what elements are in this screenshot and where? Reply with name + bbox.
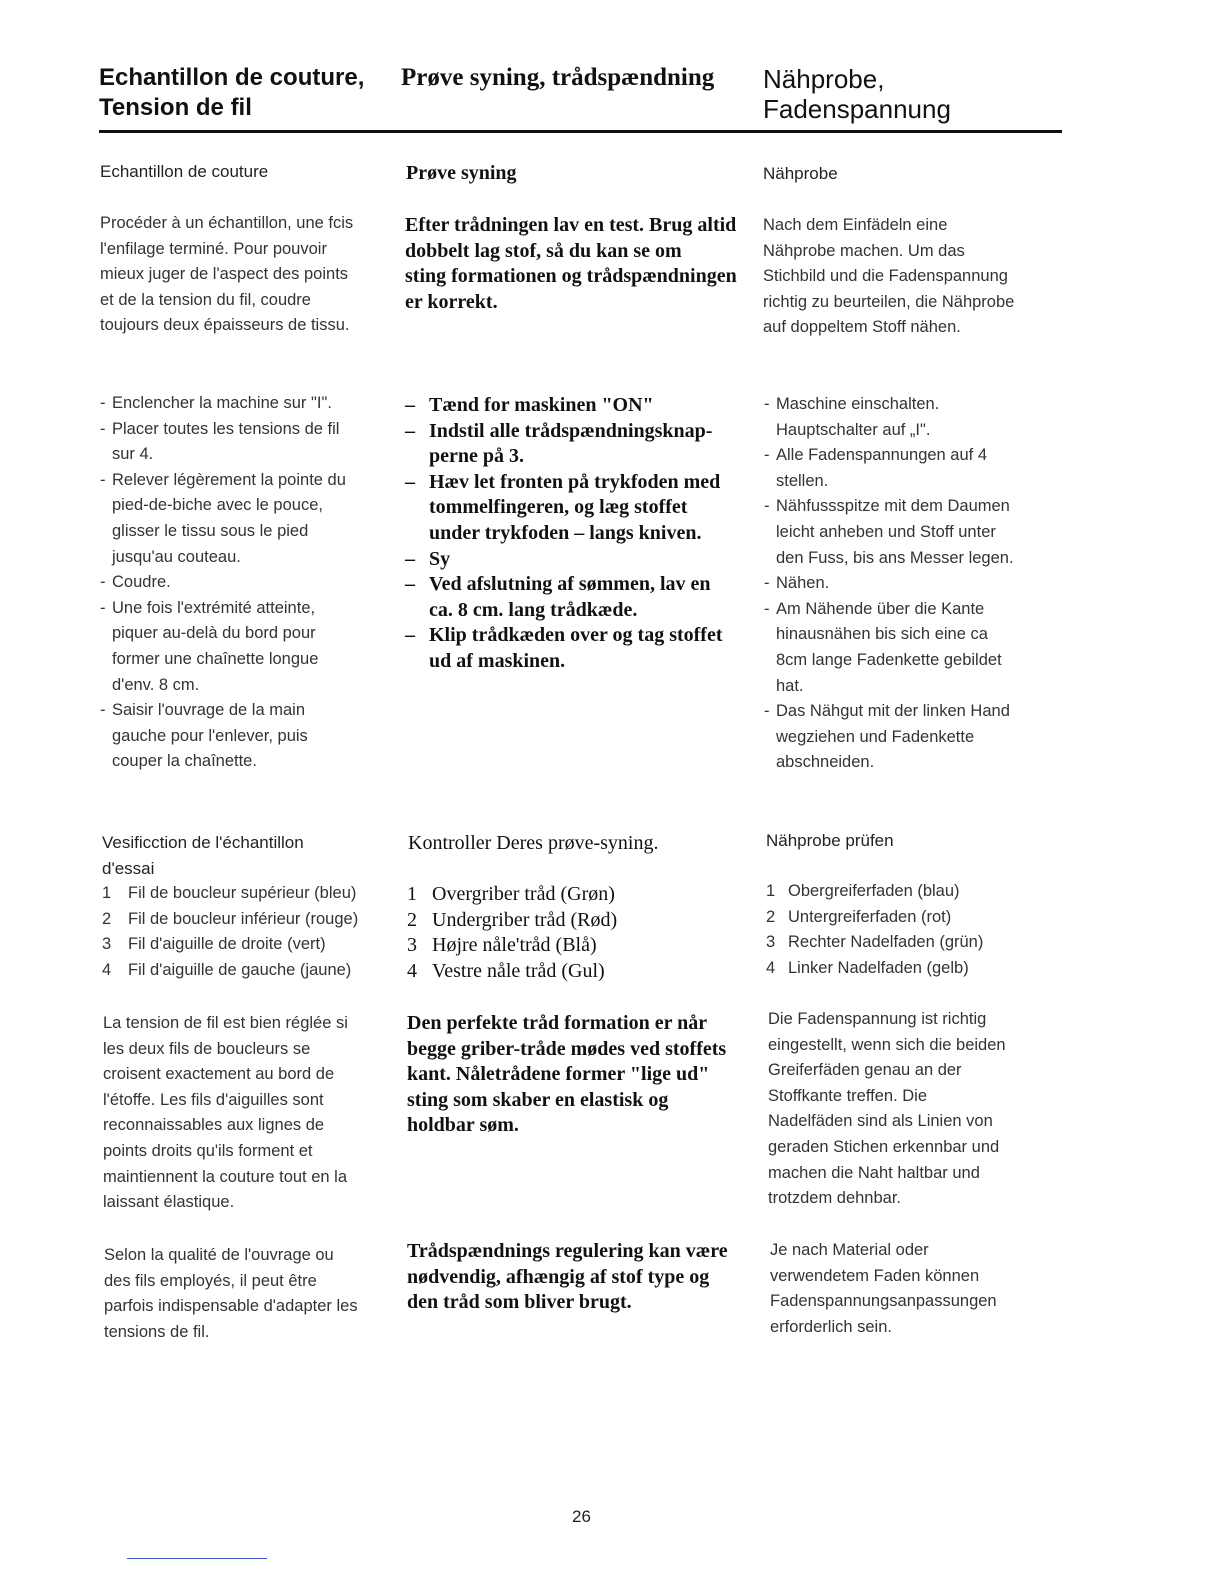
- list-item: [764, 571, 1064, 597]
- list-item: [764, 699, 1064, 776]
- text-line: Den perfekte tråd formation er når: [407, 1012, 708, 1034]
- list-item: [764, 443, 1064, 494]
- heading-fr-check: [102, 830, 402, 881]
- list-item: [407, 959, 757, 985]
- list-item: [405, 470, 755, 547]
- adjust-da: [407, 1239, 757, 1316]
- list-item: [100, 698, 400, 775]
- adjust-de: [770, 1238, 1070, 1340]
- item-text: Vestre nåle tråd (Gul): [432, 959, 605, 982]
- text-line: hat.: [776, 676, 804, 695]
- text-line: ca. 8 cm. lang trådkæde.: [429, 598, 638, 621]
- text-line: verwendetem Faden können: [770, 1266, 980, 1285]
- title-german-line: Nähprobe,: [763, 64, 885, 94]
- text-line: ud af maskinen.: [429, 649, 566, 672]
- thread-list-da: [407, 882, 757, 984]
- text-line: La tension de fil est bien réglée si: [103, 1014, 348, 1032]
- text-line: Efter trådningen lav en test. Brug altid: [405, 214, 737, 236]
- text-line: – Hæv let fronten på trykfoden med: [429, 470, 721, 493]
- text-line: kant. Nåletrådene former "lige ud": [407, 1063, 710, 1086]
- item-number: 3: [766, 933, 776, 952]
- item-number: 1: [407, 883, 417, 905]
- text-line: glisser le tissu sous le pied: [112, 521, 309, 540]
- heading-da-sample: Prøve syning: [406, 162, 517, 184]
- list-item: [764, 597, 1064, 699]
- text-line: mieux juger de l'aspect des points: [100, 265, 349, 284]
- text-line: Hauptschalter auf „I".: [776, 420, 931, 439]
- tension-fr: [103, 1011, 403, 1216]
- item-number: 1: [102, 884, 112, 902]
- list-item: [100, 468, 400, 570]
- text-line: piquer au-delà du bord pour: [112, 624, 316, 643]
- text-line: 8cm lange Fadenkette gebildet: [776, 650, 1002, 669]
- item-text: Fil d'aiguille de gauche (jaune): [128, 960, 352, 979]
- text-line: – Klip trådkæden over og tag stoffet: [429, 624, 723, 647]
- text-line: sur 4.: [112, 445, 154, 464]
- thread-list-de: [766, 879, 1066, 981]
- text-line: Trådspændnings regulering kan være: [407, 1240, 728, 1262]
- text-line: d'essai: [102, 858, 155, 878]
- intro-fr: [100, 211, 400, 339]
- heading-da-check: Kontroller Deres prøve-syning.: [408, 832, 659, 854]
- tension-de: [768, 1007, 1068, 1212]
- list-item: [405, 393, 755, 419]
- list-item: [764, 392, 1064, 443]
- text-line: l'enfilage terminé. Pour pouvoir: [100, 239, 327, 258]
- list-item: [766, 879, 1066, 905]
- adjust-fr: [104, 1243, 404, 1345]
- text-line: abschneiden.: [776, 753, 875, 772]
- item-text: Untergreiferfaden (rot): [788, 907, 952, 926]
- text-line: eingestellt, wenn sich die beiden: [768, 1035, 1006, 1054]
- text-line: erforderlich sein.: [770, 1317, 892, 1336]
- item-text: Obergreiferfaden (blau): [788, 882, 960, 900]
- page-number: 26: [572, 1507, 591, 1526]
- item-text: Rechter Nadelfaden (grün): [788, 933, 984, 952]
- title-german: [763, 64, 951, 124]
- list-item: [405, 572, 755, 623]
- text-line: jusqu'au couteau.: [112, 547, 241, 566]
- item-text: Fil de boucleur supérieur (bleu): [128, 884, 357, 902]
- text-line: croisent exactement au bord de: [103, 1065, 335, 1084]
- text-line: begge griber-tråde mødes ved stoffets: [407, 1037, 727, 1060]
- text-line: geraden Stichen erkennbar und: [768, 1137, 1000, 1156]
- text-line: Nach dem Einfädeln eine: [763, 216, 948, 234]
- heading-de-check: Nähprobe prüfen: [766, 831, 894, 850]
- list-item: [407, 882, 757, 908]
- text-line: – Sy: [429, 547, 451, 570]
- text-line: den tråd som bliver brugt.: [407, 1291, 632, 1314]
- list-item: [766, 930, 1066, 956]
- text-line: Procéder à un échantillon, une fcis: [100, 214, 354, 232]
- text-line: laissant élastique.: [103, 1193, 235, 1212]
- intro-de: [763, 213, 1063, 341]
- list-item: [100, 596, 400, 698]
- text-line: tensions de fil.: [104, 1322, 210, 1341]
- title-french-line: Echantillon de couture,: [99, 64, 365, 91]
- text-line: - Saisir l'ouvrage de la main: [112, 701, 305, 720]
- steps-da: [405, 393, 755, 675]
- text-line: dobbelt lag stof, så du kan se om: [405, 239, 682, 262]
- list-item: [405, 419, 755, 470]
- text-line: nødvendig, afhængig af stof type og: [407, 1265, 710, 1288]
- text-line: couper la chaînette.: [112, 752, 257, 771]
- text-line: - Maschine einschalten.: [776, 395, 940, 413]
- text-line: sting formationen og trådspændningen: [405, 265, 737, 288]
- item-number: 2: [407, 908, 417, 931]
- text-line: - Placer toutes les tensions de fil: [112, 419, 340, 438]
- steps-de: [764, 392, 1064, 776]
- text-line: Vesificction de l'échantillon: [102, 833, 304, 852]
- list-item: [405, 547, 755, 573]
- text-line: wegziehen und Fadenkette: [776, 727, 975, 746]
- text-line: holdbar søm.: [407, 1114, 519, 1137]
- list-item: [102, 907, 402, 933]
- heading-de-sample: Nähprobe: [763, 164, 838, 183]
- text-line: Nadelfäden sind als Linien von: [768, 1112, 993, 1131]
- item-text: Fil de boucleur inférieur (rouge): [128, 909, 359, 928]
- text-line: - Nähen.: [776, 574, 830, 593]
- text-line: den Fuss, bis ans Messer legen.: [776, 548, 1014, 567]
- footer-line: [127, 1558, 267, 1559]
- text-line: – Indstil alle trådspændningsknap-: [429, 419, 713, 442]
- text-line: Fadenspannungsanpassungen: [770, 1292, 997, 1311]
- text-line: Je nach Material oder: [770, 1241, 929, 1259]
- list-item: [102, 958, 402, 984]
- title-german-line: Fadenspannung: [763, 94, 951, 124]
- text-line: – Ved afslutning af sømmen, lav en: [429, 573, 711, 596]
- steps-fr: [100, 391, 400, 775]
- text-line: Stichbild und die Fadenspannung: [763, 267, 1008, 286]
- text-line: Greiferfäden genau an der: [768, 1061, 962, 1080]
- text-line: Stoffkante treffen. Die: [768, 1086, 927, 1105]
- list-item: [100, 391, 400, 417]
- list-item: [407, 933, 757, 959]
- text-line: - Coudre.: [112, 573, 171, 592]
- list-item: [764, 494, 1064, 571]
- heading-fr-sample: Echantillon de couture: [100, 162, 269, 181]
- text-line: et de la tension du fil, coudre: [100, 290, 311, 309]
- item-number: 3: [407, 934, 417, 957]
- list-item: [766, 956, 1066, 982]
- item-text: Fil d'aiguille de droite (vert): [128, 935, 326, 954]
- tension-da: [407, 1011, 757, 1139]
- text-line: Selon la qualité de l'ouvrage ou: [104, 1246, 334, 1264]
- text-line: Die Fadenspannung ist richtig: [768, 1010, 987, 1028]
- title-danish: Prøve syning, trådspændning: [401, 64, 715, 91]
- list-item: [766, 905, 1066, 931]
- text-line: richtig zu beurteilen, die Nähprobe: [763, 292, 1015, 311]
- text-line: toujours deux épaisseurs de tissu.: [100, 316, 350, 335]
- item-number: 2: [766, 907, 776, 926]
- text-line: - Une fois l'extrémité atteinte,: [112, 598, 316, 617]
- text-line: gauche pour l'enlever, puis: [112, 726, 308, 745]
- text-line: les deux fils de boucleurs se: [103, 1039, 311, 1058]
- text-line: des fils employés, il peut être: [104, 1271, 317, 1290]
- title-french: [99, 63, 364, 123]
- text-line: auf doppeltem Stoff nähen.: [763, 318, 961, 337]
- item-number: 4: [766, 958, 776, 977]
- text-line: - Enclencher la machine sur "I".: [112, 394, 332, 412]
- text-line: under trykfoden – langs kniven.: [429, 521, 702, 544]
- text-line: pied-de-biche avec le pouce,: [112, 496, 323, 515]
- item-number: 4: [407, 959, 417, 982]
- text-line: parfois indispensable d'adapter les: [104, 1297, 358, 1316]
- thread-list-fr: [102, 881, 402, 983]
- text-line: hinausnähen bis sich eine ca: [776, 625, 988, 644]
- text-line: stellen.: [776, 471, 829, 490]
- text-line: machen die Naht haltbar und: [768, 1163, 980, 1182]
- text-line: - Relever légèrement la pointe du: [112, 470, 346, 489]
- text-line: points droits qu'ils forment et: [103, 1141, 313, 1160]
- text-line: sting som skaber en elastisk og: [407, 1088, 669, 1111]
- item-number: 1: [766, 882, 776, 900]
- text-line: d'env. 8 cm.: [112, 675, 200, 694]
- item-text: Højre nåle'tråd (Blå): [432, 934, 597, 957]
- text-line: er korrekt.: [405, 290, 498, 313]
- text-line: tommelfingeren, og læg stoffet: [429, 496, 688, 519]
- text-line: trotzdem dehnbar.: [768, 1189, 901, 1208]
- text-line: - Das Nähgut mit der linken Hand: [776, 702, 1010, 721]
- list-item: [102, 932, 402, 958]
- text-line: - Alle Fadenspannungen auf 4: [776, 446, 988, 465]
- text-line: leicht anheben und Stoff unter: [776, 522, 996, 541]
- list-item: [102, 881, 402, 907]
- text-line: perne på 3.: [429, 445, 524, 468]
- list-item: [100, 570, 400, 596]
- text-line: maintiennent la couture tout en la: [103, 1167, 347, 1186]
- list-item: [100, 417, 400, 468]
- text-line: former une chaînette longue: [112, 649, 319, 668]
- list-item: [407, 908, 757, 934]
- text-line: Nähprobe machen. Um das: [763, 241, 965, 260]
- intro-da: [405, 213, 755, 315]
- item-number: 3: [102, 935, 112, 954]
- text-line: - Nähfussspitze mit dem Daumen: [776, 497, 1010, 516]
- text-line: – Tænd for maskinen "ON": [429, 394, 654, 416]
- item-text: Undergriber tråd (Rød): [432, 908, 618, 931]
- list-item: [405, 623, 755, 674]
- item-text: Overgriber tråd (Grøn): [432, 883, 615, 905]
- item-number: 2: [102, 909, 112, 928]
- title-french-line: Tension de fil: [99, 94, 252, 121]
- text-line: reconnaissables aux lignes de: [103, 1116, 325, 1135]
- item-number: 4: [102, 960, 112, 979]
- header-rule: [99, 130, 1062, 133]
- item-text: Linker Nadelfaden (gelb): [788, 958, 969, 977]
- text-line: l'étoffe. Les fils d'aiguilles sont: [103, 1090, 324, 1109]
- text-line: - Am Nähende über die Kante: [776, 599, 985, 618]
